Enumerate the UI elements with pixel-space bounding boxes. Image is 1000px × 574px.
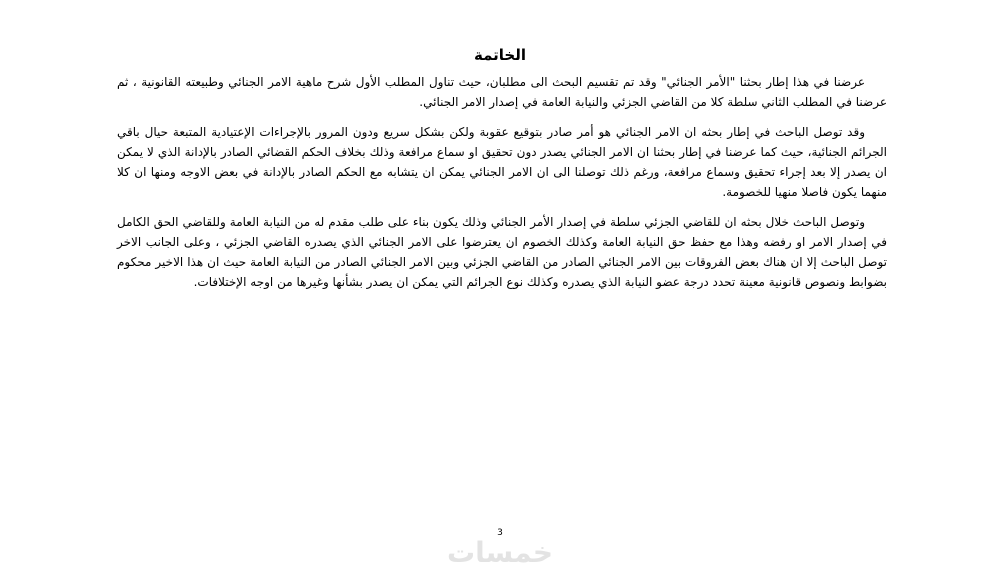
paragraph-2: وقد توصل الباحث في إطار بحثه ان الامر الجنائي هو أمر صادر بتوقيع عقوبة ولكن بشكل سريع ودون المرور بالإجراءات الإعتيادية المتبعة حيال باقي الجرائم الجنائية، حيث كما عرضنا في إطار بحثنا ان الامر الجنائي يصدر دون تحقيق او سماع مرافعة وذلك بخلاف الحكم القضائي الصادر بالإدانة الذي لا يمكن ان يصدر إلا بعد إجراء تحقيق وسماع مرافعة، ورغم ذلك توصلنا الى ان الامر الجنائي يمكن ان يتشابه مع الحكم الصادر بالإدانة في بعض الاوجه ومنها ان كلا منهما يكون فاصلا منهيا للخصومة. xyxy=(117,125,887,199)
paragraph-1: عرضنا في هذا إطار بحثنا "الأمر الجنائي" وقد تم تقسيم البحث الى مطلبان، حيث تناول المطلب الأول شرح ماهية الامر الجنائي وطبيعته القانونية ، ثم عرضنا في المطلب الثاني سلطة كلا من القاضي الجزئي والنيابة العامة في إصدار الامر الجنائي. xyxy=(117,75,887,109)
watermark-logo: خمسات xyxy=(446,536,554,569)
document-body xyxy=(117,72,887,302)
paragraph-3: وتوصل الباحث خلال بحثه ان للقاضي الجزئي سلطة في إصدار الأمر الجنائي وذلك يكون بناء على طلب مقدم له من النيابة العامة وللقاضي الحق الكامل في إصدار الامر او رفضه وهذا مع حفظ حق النيابة العامة وكذلك الخصوم ان يعترضوا على الامر الجنائي الذي يصدره القاضي الجزئي ، وعلى الجانب الاخر توصل الباحث إلا ان هناك بعض الفروقات بين الامر الجنائي الصادر من القاضي الجزئي وبين الامر الجنائي الصادر من النيابة العامة حيث ان هذا الاخير محكوم بضوابط ونصوص قانونية معينة تحدد درجة عضو النيابة الذي يصدره وكذلك نوع الجرائم التي يمكن ان يصدر بشأنها وغيرها من اوجه الإختلافات. xyxy=(117,215,887,289)
page-number: 3 xyxy=(497,528,503,538)
document-title: الخاتمة xyxy=(473,46,526,64)
